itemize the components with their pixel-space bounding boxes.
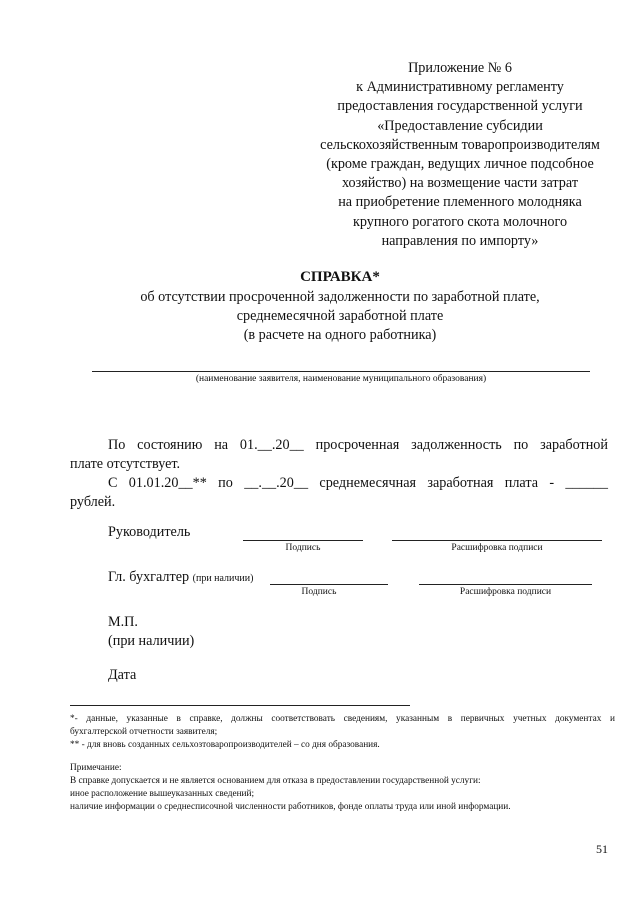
accountant-note: (при наличии): [192, 573, 254, 584]
applicant-field-line: [92, 371, 590, 372]
applicant-caption: (наименование заявителя, наименование муниципального образования): [195, 374, 487, 384]
head-decoding-caption: Расшифровка подписи: [451, 543, 543, 553]
footnotes: [70, 713, 615, 752]
head-label: Руководитель: [108, 524, 191, 540]
remark-block: [70, 762, 615, 814]
document-subtitle-line: (в расчете на одного работника): [243, 327, 437, 343]
body-line: рублей.: [70, 494, 116, 510]
accountant-label: Гл. бухгалтер: [108, 569, 190, 585]
accountant-label-group: [108, 569, 253, 586]
remark-line: иное расположение вышеуказанных сведений;: [70, 789, 255, 799]
body-paragraph-2: [70, 474, 608, 512]
appendix-line: на приобретение племенного молодняка: [338, 194, 582, 211]
head-decoding-line: [392, 540, 602, 541]
stamp-note: (при наличии): [108, 633, 195, 649]
appendix-line: направления по импорту»: [381, 232, 539, 249]
body-line: плате отсутствует.: [70, 456, 181, 472]
page-number: 51: [596, 842, 608, 856]
document-title: СПРАВКА*: [300, 269, 380, 285]
document-title-block: [60, 268, 620, 345]
date-label: Дата: [108, 667, 137, 683]
remark-line: В справке допускается и не является основанием для отказа в предоставлении государственной услуги:: [70, 776, 481, 786]
remark-line: наличие информации о среднесписочной численности работников, фонде оплаты труда или иной информации.: [70, 802, 511, 812]
footnote-line: ** - для вновь созданных сельхозтоваропроизводителей – со дня образования.: [70, 740, 380, 750]
accountant-signature-line: [270, 584, 388, 585]
body-paragraph-1: [70, 436, 608, 474]
head-signature-caption: Подпись: [285, 543, 321, 553]
footnote-line: бухгалтерской отчетности заявителя;: [70, 727, 218, 737]
appendix-header: [300, 59, 620, 251]
accountant-signature-caption: Подпись: [301, 587, 337, 597]
head-signature-line: [243, 540, 363, 541]
appendix-line: крупного рогатого скота молочного: [352, 213, 568, 230]
footnote-separator: [70, 705, 410, 706]
appendix-line: (кроме граждан, ведущих личное подсобное: [326, 156, 594, 173]
appendix-line: хозяйство) на возмещение части затрат: [341, 175, 579, 192]
document-subtitle-line: среднемесячной заработной плате: [236, 308, 444, 324]
stamp-label: М.П.: [108, 614, 138, 630]
appendix-line: «Предоставление субсидии: [377, 117, 543, 134]
appendix-line: предоставления государственной услуги: [337, 98, 583, 115]
body-line: По состоянию на 01.__.20__ просроченная задолженность по заработной: [108, 437, 608, 453]
appendix-line: Приложение № 6: [408, 60, 512, 76]
accountant-decoding-caption: Расшифровка подписи: [459, 587, 552, 597]
accountant-decoding-line: [419, 584, 592, 585]
document-subtitle-line: об отсутствии просроченной задолженности по заработной плате,: [140, 289, 540, 305]
appendix-line: сельскохозяйственным товаропроизводителям: [320, 136, 600, 153]
appendix-line: к Административному регламенту: [356, 79, 564, 96]
remark-title: Примечание:: [70, 763, 122, 773]
footnote-line: *- данные, указанные в справке, должны соответствовать сведениям, указанным в первичных учетных документах и: [70, 714, 615, 724]
body-line: С 01.01.20__** по __.__.20__ среднемесячная заработная плата - ______: [108, 475, 608, 491]
